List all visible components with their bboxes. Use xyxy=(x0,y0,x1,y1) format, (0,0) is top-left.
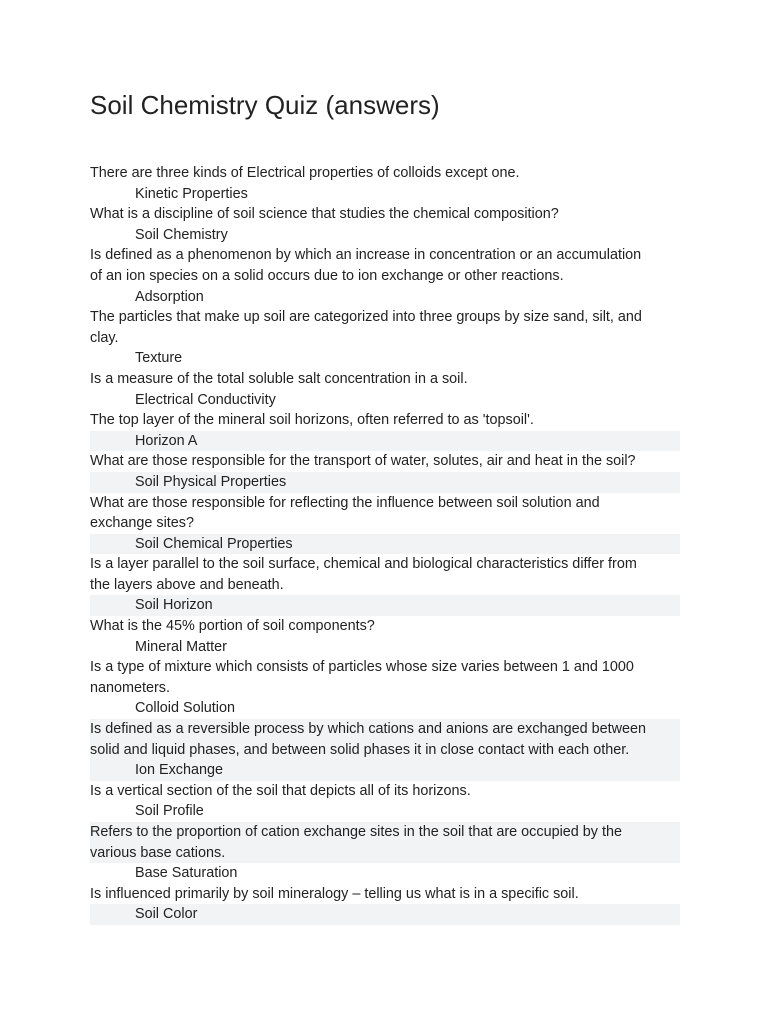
quiz-item xyxy=(90,245,680,307)
question-line: Is a vertical section of the soil that depicts all of its horizons. xyxy=(90,782,471,799)
quiz-item xyxy=(90,307,680,369)
question-line: What are those responsible for the transport of water, solutes, air and heat in the soil? xyxy=(90,453,636,470)
question-line: solid and liquid phases, and between solid phases it in close contact with each other. xyxy=(90,740,680,761)
quiz-item xyxy=(90,822,680,884)
answer: Soil Physical Properties xyxy=(90,472,680,493)
quiz-item xyxy=(90,410,680,451)
answer: Soil Chemical Properties xyxy=(90,534,680,555)
question-line: There are three kinds of Electrical properties of colloids except one. xyxy=(90,165,520,181)
quiz-item xyxy=(90,554,680,616)
answer: Ion Exchange xyxy=(90,760,680,781)
answer: Colloid Solution xyxy=(135,700,235,717)
answer: Texture xyxy=(135,350,183,367)
answer: Soil Profile xyxy=(135,803,204,820)
quiz-item xyxy=(90,781,680,822)
quiz-item xyxy=(90,451,680,492)
quiz-item xyxy=(90,493,680,555)
question-line: the layers above and beneath. xyxy=(90,576,284,593)
question-line: The particles that make up soil are categorized into three groups by size sand, silt, and xyxy=(90,309,642,326)
question-line: various base cations. xyxy=(90,843,680,864)
quiz-item xyxy=(90,719,680,781)
answer: Base Saturation xyxy=(135,865,238,882)
quiz-item xyxy=(90,616,680,657)
answer: Kinetic Properties xyxy=(135,185,248,202)
question-line: Is influenced primarily by soil mineralogy – telling us what is in a specific soil. xyxy=(90,885,579,902)
question-line: What is the 45% portion of soil components? xyxy=(90,618,375,635)
answer: Soil Chemistry xyxy=(135,226,228,243)
answer: Mineral Matter xyxy=(135,638,227,655)
answer: Electrical Conductivity xyxy=(135,391,276,408)
question-line: Is a measure of the total soluble salt concentration in a soil. xyxy=(90,370,468,387)
question-line: exchange sites? xyxy=(90,515,195,532)
answer: Adsorption xyxy=(135,288,204,305)
page-title: Soil Chemistry Quiz (answers) xyxy=(90,90,440,120)
question-line: nanometers. xyxy=(90,679,170,696)
question-line: Is a layer parallel to the soil surface, chemical and biological characteristics differ from xyxy=(90,556,637,573)
answer: Soil Color xyxy=(90,904,680,925)
question-line: Is defined as a phenomenon by which an increase in concentration or an accumulation xyxy=(90,247,642,264)
answer: Horizon A xyxy=(90,431,680,452)
question-line: The top layer of the mineral soil horizons, often referred to as 'topsoil'. xyxy=(90,412,534,429)
question-line: clay. xyxy=(90,329,119,346)
quiz-item xyxy=(90,204,680,245)
quiz-item xyxy=(90,657,680,719)
quiz-item xyxy=(90,369,680,410)
question-line: Refers to the proportion of cation exchange sites in the soil that are occupied by the xyxy=(90,822,680,843)
quiz-item xyxy=(90,163,680,204)
quiz-list xyxy=(90,163,680,925)
question-line: Is a type of mixture which consists of particles whose size varies between 1 and 1000 xyxy=(90,659,634,676)
question-line: of an ion species on a solid occurs due to ion exchange or other reactions. xyxy=(90,267,564,284)
question-line: Is defined as a reversible process by which cations and anions are exchanged between xyxy=(90,719,680,740)
question-line: What are those responsible for reflecting the influence between soil solution and xyxy=(90,494,600,511)
answer: Soil Horizon xyxy=(90,595,680,616)
quiz-item xyxy=(90,884,680,925)
question-line: What is a discipline of soil science that studies the chemical composition? xyxy=(90,206,559,223)
